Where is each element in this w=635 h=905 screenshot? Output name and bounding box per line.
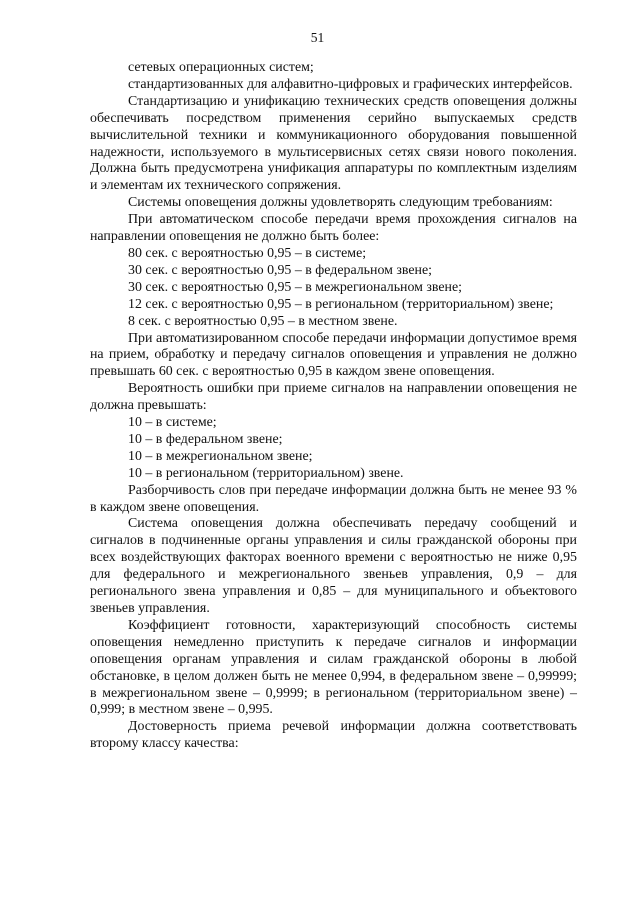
paragraph: сетевых операционных систем;: [128, 60, 314, 75]
paragraph: При автоматизированном способе передачи информации допустимое время на прием, обработку и передачу сигналов оповещения и управления не должно превышать 60 сек. с вероятностью 0,95 в каждом звене оповещения.: [90, 330, 577, 380]
paragraph: Достоверность приема речевой информации должна соответствовать второму классу качества:: [90, 719, 577, 752]
paragraph: Система оповещения должна обеспечивать передачу сообщений и сигналов в подчиненные органы управления и силы гражданской обороны при всех воздействующих факторах военного времени с вероятностью не ниже 0,95 для федерального и межрегионального звеньев управления, 0,9 – для регионального звена управления и 0,85 – для муниципального и объектового звеньев управления.: [90, 516, 577, 616]
paragraph: Системы оповещения должны удовлетворять следующим требованиям:: [128, 195, 553, 211]
paragraph: стандартизованных для алфавитно-цифровых и графических интерфейсов.: [128, 76, 573, 92]
page-number: 51: [310, 30, 325, 45]
list-item: 10 – в межрегиональном звене;: [128, 448, 313, 464]
list-item: 8 сек. с вероятностью 0,95 – в местном звене.: [128, 313, 398, 329]
list-item: 10 – в региональном (территориальном) звене.: [128, 465, 404, 481]
list-item: 10 – в системе;: [128, 415, 217, 431]
list-item: 10 – в федеральном звене;: [128, 431, 283, 447]
paragraph: Вероятность ошибки при приеме сигналов на направлении оповещения не должна превышать:: [90, 381, 577, 414]
list-item: 80 сек. с вероятностью 0,95 – в системе;: [128, 245, 367, 261]
list-item: 30 сек. с вероятностью 0,95 – в межрегиональном звене;: [128, 279, 462, 295]
paragraph: Коэффициент готовности, характеризующий способность системы оповещения немедленно приступить к передаче сигналов и информации оповещения органам управления и силам гражданской обороны в любой обстановке, в целом должен быть не менее 0,994, в федеральном звене – 0,99999; в межрегиональном звене – 0,9999; в региональном (территориальном звене) – 0,999; в местном звене – 0,995.: [90, 617, 577, 718]
list-item: 12 сек. с вероятностью 0,95 – в региональном (территориальном) звене;: [128, 296, 554, 312]
list-item: 30 сек. с вероятностью 0,95 – в федеральном звене;: [128, 262, 432, 278]
paragraph: Разборчивость слов при передаче информации должна быть не менее 93 % в каждом звене оповещения.: [90, 482, 577, 515]
paragraph: Стандартизацию и унификацию технических средств оповещения должны обеспечивать посредством применения серийно выпускаемых средств вычислительной техники и коммуникационного оборудования повышенной надежности, используемого в мультисервисных сетях связи нового поколения. Должна быть предусмотрена унификация аппаратуры по комплектным изделиям и элементам их технического сопряжения.: [90, 93, 577, 194]
paragraph: При автоматическом способе передачи время прохождения сигналов на направлении оповещения не должно быть более:: [90, 212, 577, 245]
document-body: [90, 60, 577, 753]
